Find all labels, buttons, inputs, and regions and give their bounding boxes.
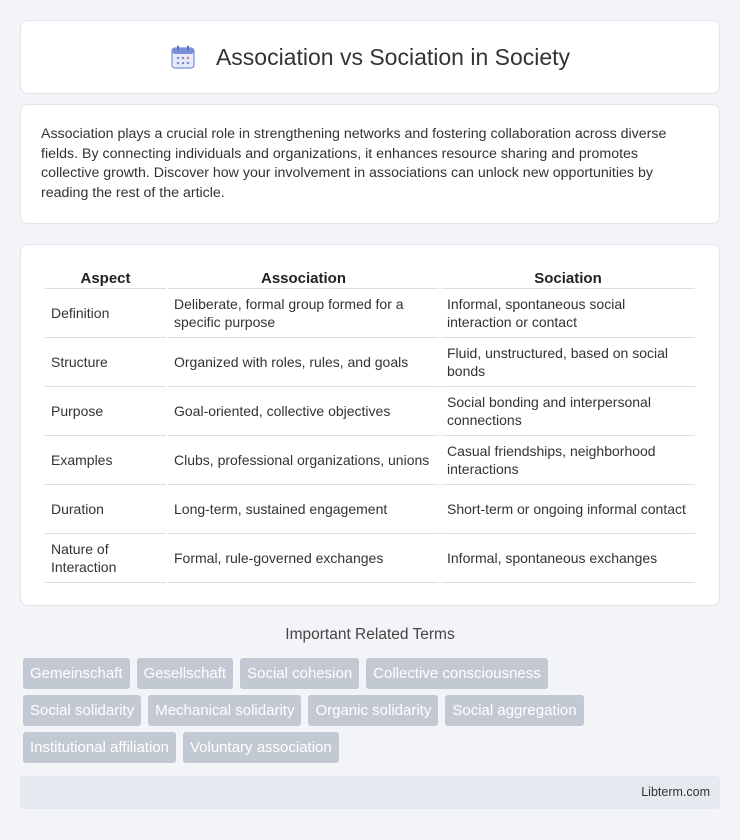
header-card bbox=[20, 20, 720, 94]
calendar-icon bbox=[170, 44, 196, 70]
tag-social-cohesion[interactable]: Social cohesion bbox=[240, 658, 359, 689]
tag-social-solidarity[interactable]: Social solidarity bbox=[23, 695, 141, 726]
footer-site-link[interactable]: Libterm.com bbox=[641, 785, 710, 799]
tag-gemeinschaft[interactable]: Gemeinschaft bbox=[23, 658, 130, 689]
tag-gesellschaft[interactable]: Gesellschaft bbox=[137, 658, 234, 689]
table-cell: Casual friendships, neighborhood interactions bbox=[441, 436, 695, 485]
table-cell: Organized with roles, rules, and goals bbox=[168, 338, 439, 387]
table-row bbox=[45, 289, 695, 338]
table-cell: Long-term, sustained engagement bbox=[168, 485, 439, 534]
table-row bbox=[45, 387, 695, 436]
table-header-row bbox=[45, 265, 695, 289]
table-cell: Formal, rule-governed exchanges bbox=[168, 534, 439, 583]
comparison-card bbox=[20, 244, 720, 606]
header-sociation: Sociation bbox=[441, 265, 695, 289]
table-cell: Short-term or ongoing informal contact bbox=[441, 485, 695, 534]
table-row bbox=[45, 485, 695, 534]
table-cell: Duration bbox=[45, 485, 166, 534]
tag-institutional-affiliation[interactable]: Institutional affiliation bbox=[23, 732, 176, 763]
intro-text: Association plays a crucial role in strengthening networks and fostering collaboration across diverse fields. By connecting individuals and organizations, it enhances resource sharing and promotes collective growth. Discover how your involvement in associations can unlock new opportunities by reading the rest of the article. bbox=[41, 126, 667, 201]
table-cell: Examples bbox=[45, 436, 166, 485]
intro-card bbox=[20, 104, 720, 224]
related-terms-list bbox=[23, 658, 723, 769]
table-cell: Informal, spontaneous exchanges bbox=[441, 534, 695, 583]
tag-social-aggregation[interactable]: Social aggregation bbox=[445, 695, 583, 726]
table-cell: Structure bbox=[45, 338, 166, 387]
table-cell: Purpose bbox=[45, 387, 166, 436]
table-cell: Deliberate, formal group formed for a specific purpose bbox=[168, 289, 439, 338]
header-association: Association bbox=[168, 265, 439, 289]
table-cell: Clubs, professional organizations, unions bbox=[168, 436, 439, 485]
footer bbox=[20, 776, 720, 809]
table-row bbox=[45, 534, 695, 583]
table-cell: Informal, spontaneous social interaction or contact bbox=[441, 289, 695, 338]
table-cell: Fluid, unstructured, based on social bonds bbox=[441, 338, 695, 387]
tag-organic-solidarity[interactable]: Organic solidarity bbox=[308, 695, 438, 726]
table-cell: Nature of Interaction bbox=[45, 534, 166, 583]
table-cell: Goal-oriented, collective objectives bbox=[168, 387, 439, 436]
tag-voluntary-association[interactable]: Voluntary association bbox=[183, 732, 339, 763]
related-terms-title: Important Related Terms bbox=[285, 626, 455, 643]
page-title: Association vs Sociation in Society bbox=[215, 43, 571, 70]
header-aspect: Aspect bbox=[45, 265, 166, 289]
tag-collective-consciousness[interactable]: Collective consciousness bbox=[366, 658, 548, 689]
comparison-table bbox=[43, 265, 697, 583]
table-cell: Social bonding and interpersonal connections bbox=[441, 387, 695, 436]
table-row bbox=[45, 338, 695, 387]
table-row bbox=[45, 436, 695, 485]
tag-mechanical-solidarity[interactable]: Mechanical solidarity bbox=[148, 695, 301, 726]
table-cell: Definition bbox=[45, 289, 166, 338]
